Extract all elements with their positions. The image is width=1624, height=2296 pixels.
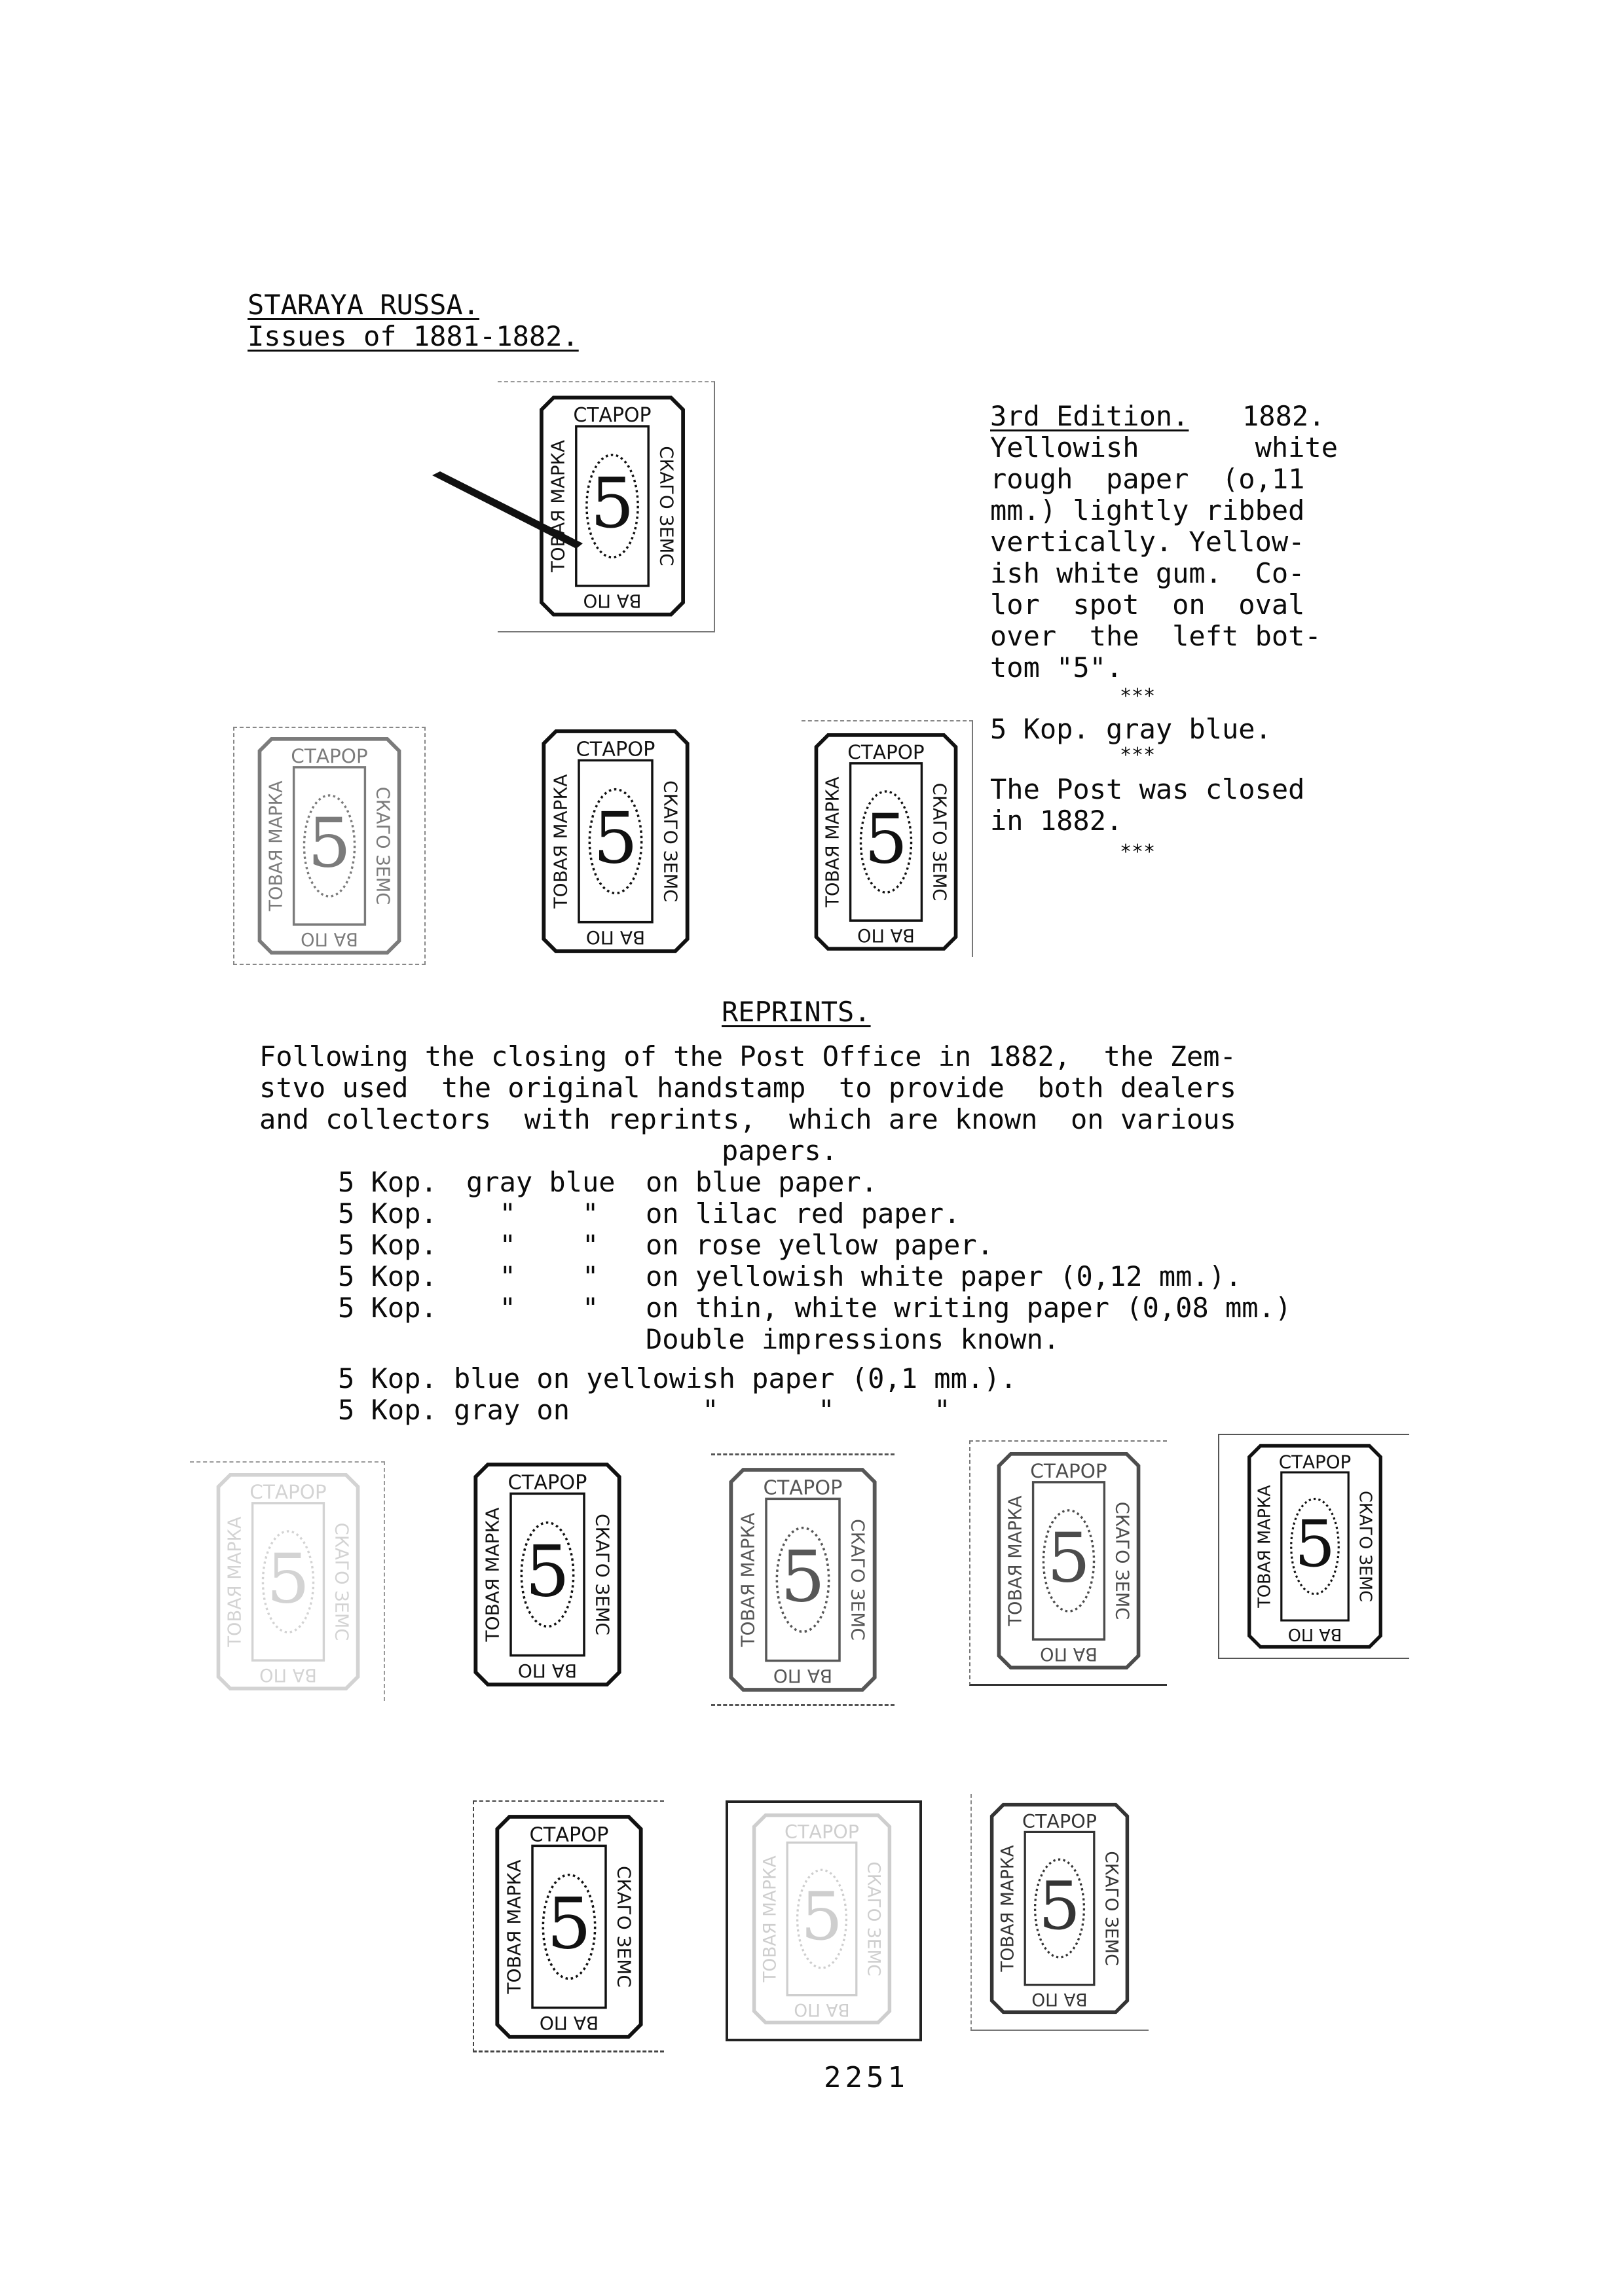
post-closed-line: The Post was closed [990,773,1305,805]
separator: *** [1120,841,1156,864]
edition-line: vertically. Yellow- [990,526,1305,558]
intro-line: stvo used the original handstamp to provide both dealers [259,1072,1236,1104]
reprint-extra: 5 Kop. gray on " " " [338,1394,951,1426]
edition-description [990,432,1357,683]
reprint-value: 5 Kop. [338,1292,437,1324]
edition-line: over the left bot- [990,620,1321,652]
stamp-reprint [190,1461,385,1701]
reprints-heading: REPRINTS. [722,996,871,1028]
edition-value: 5 Kop. gray blue. [990,713,1272,745]
edition-line: ish white gum. Co- [990,557,1305,589]
reprint-value: 5 Kop. [338,1197,437,1230]
stamp-reprint [456,1453,639,1689]
intro-line: Following the closing of the Post Office in 1882, the Zem- [259,1040,1236,1072]
stamp-image [987,1449,1151,1672]
stamp-original [233,727,426,965]
intro-line: papers. [722,1135,838,1167]
edition-line: mm.) lightly ribbed [990,494,1305,526]
reprint-paper: on lilac red paper. [646,1197,961,1230]
stamp-image [1236,1442,1393,1651]
reprint-paper: on blue paper. [646,1166,878,1198]
stamp-reprint [1218,1434,1409,1659]
page-subtitle: Issues of 1881-1882. [248,320,579,352]
stamp-image [210,1470,367,1693]
reprint-paper: on thin, white writing paper (0,08 mm.) [646,1292,1292,1324]
reprint-paper: on yellowish white paper (0,12 mm.). [646,1260,1242,1292]
edition-line: rough paper (o,11 [990,463,1305,495]
stamp-reprint [473,1800,664,2052]
separator: *** [1120,685,1156,708]
reprint-value: 5 Kop. [338,1260,437,1292]
stamp-image [462,1460,633,1689]
stamp-image [254,735,405,957]
reprint-color: " " [466,1260,599,1292]
reprint-color: " " [466,1197,599,1230]
reprint-value: 5 Kop. [338,1166,437,1198]
stamp-image [811,731,961,953]
reprint-value: 5 Kop. [338,1229,437,1261]
stamp-image [740,1811,904,2027]
stamp-reprint [969,1440,1167,1686]
stamp-image [487,1812,651,2041]
edition-line: tom "5". [990,651,1123,683]
reprint-paper: on rose yellow paper. [646,1229,994,1261]
edition-line: Yellowish white [990,431,1338,464]
separator: *** [1120,744,1156,767]
stamp-image [537,727,694,956]
stamp-image [981,1800,1138,2016]
reprint-color: gray blue [466,1166,616,1198]
stamp-image [721,1465,885,1694]
page-number: 2251 [824,2061,909,2094]
page-title: STARAYA RUSSA. [248,289,480,321]
intro-line: and collectors with reprints, which are known on various [259,1103,1236,1135]
stamp-reprint [726,1800,922,2041]
edition-line: lor spot on oval [990,589,1305,621]
edition-year: 1882. [1242,400,1325,432]
stamp-reprint [970,1794,1149,2031]
reprint-color: " " [466,1292,599,1324]
double-impressions-note: Double impressions known. [646,1323,1060,1355]
edition-heading: 3rd Edition. [990,400,1189,432]
post-closed-line: in 1882. [990,805,1123,837]
pointer-arrow-icon [432,471,596,550]
stamp-reprint [711,1453,895,1706]
reprint-extra: 5 Kop. blue on yellowish paper (0,1 mm.). [338,1362,1017,1394]
stamp-original [802,720,973,957]
stamp-original [530,720,701,956]
reprint-color: " " [466,1229,599,1261]
